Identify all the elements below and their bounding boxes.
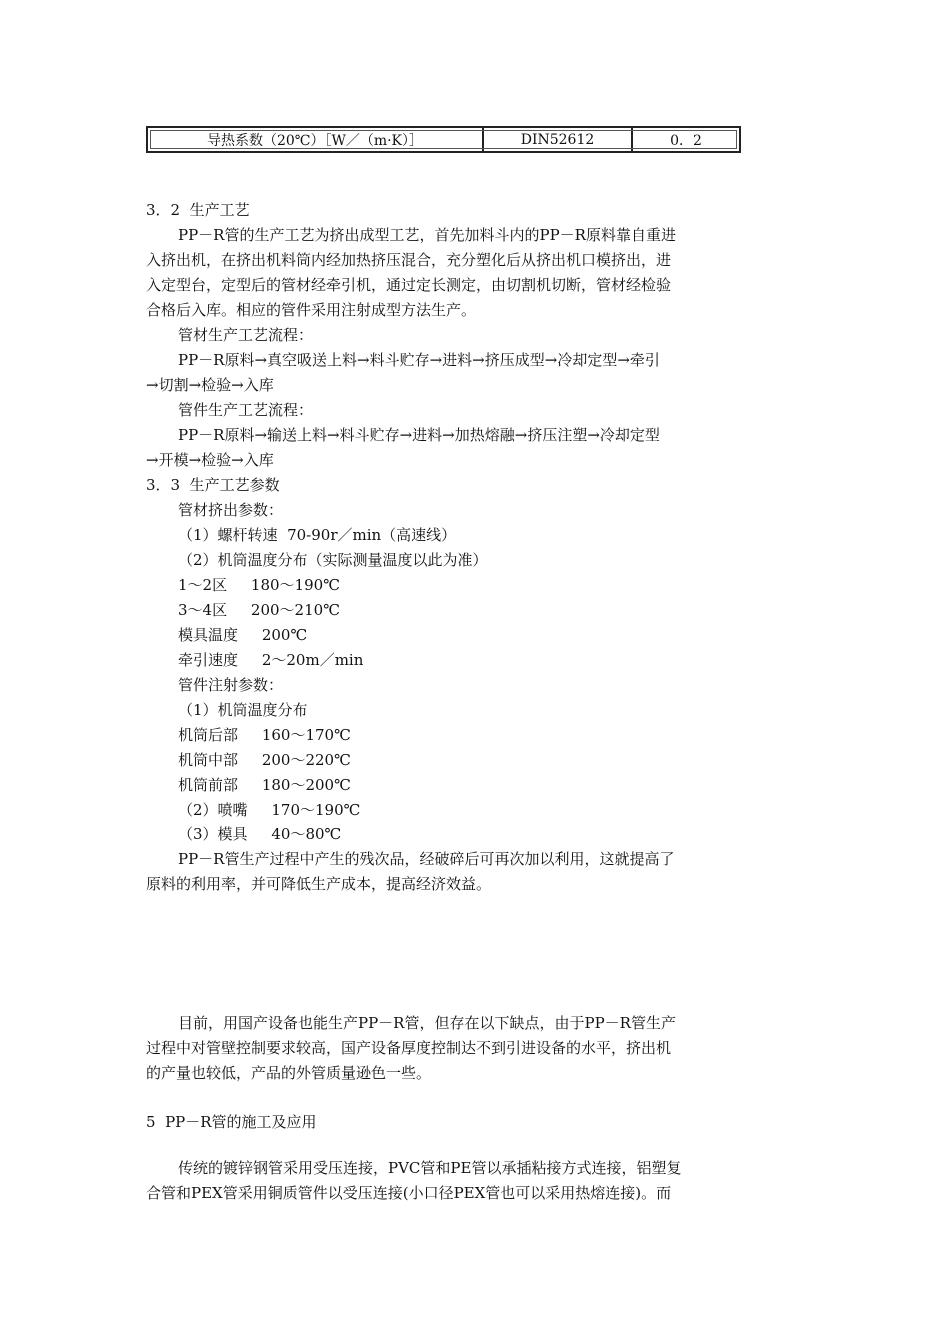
table-cell-property: 导热系数（20℃）［W／（m·K）］ (148, 128, 484, 151)
paragraph-line: 过程中对管壁控制要求较高，国产设备厚度控制达不到引进设备的水平，挤出机 (146, 1039, 672, 1057)
paragraph-line: （1）螺杆转速 70-90r／min（高速线） (178, 526, 457, 544)
paragraph-line: 入定型台，定型后的管材经牵引机，通过定长测定，由切割机切断，管材经检验 (146, 276, 672, 294)
paragraph-line: 机筒中部 200～220℃ (178, 751, 351, 769)
paragraph-line: 入挤出机，在挤出机料筒内经加热挤压混合，充分塑化后从挤出机口模挤出，进 (146, 251, 672, 269)
paragraph-line: 传统的镀锌钢管采用受压连接，PVC管和PE管以承插粘接方式连接，铝塑复 (178, 1159, 682, 1177)
paragraph-line: 管材挤出参数： (178, 501, 284, 519)
section-heading: 3．3 生产工艺参数 (146, 476, 280, 494)
paragraph-line: PP－R管生产过程中产生的残次品，经破碎后可再次加以利用，这就提高了 (178, 850, 675, 868)
paragraph-line: 模具温度 200℃ (178, 626, 308, 644)
paragraph-line: PP－R原料→输送上料→料斗贮存→进料→加热熔融→挤压注塑→冷却定型 (178, 426, 660, 444)
paragraph-line: 1～2区 180～190℃ (178, 576, 340, 594)
paragraph-line: 目前，用国产设备也能生产PP－R管，但存在以下缺点，由于PP－R管生产 (178, 1014, 676, 1032)
paragraph-line: 3～4区 200～210℃ (178, 601, 340, 619)
paragraph-line: PP－R管的生产工艺为挤出成型工艺，首先加料斗内的PP－R原料靠自重进 (178, 226, 676, 244)
paragraph-line: PP－R原料→真空吸送上料→料斗贮存→进料→挤压成型→冷却定型→牵引 (178, 351, 660, 369)
section-heading: 5 PP－R管的施工及应用 (146, 1113, 317, 1131)
property-table-row (146, 126, 741, 153)
paragraph-line: （3）模具 40～80℃ (178, 825, 342, 843)
table-cell-value: 0．2 (670, 132, 702, 149)
paragraph-line: 机筒后部 160～170℃ (178, 726, 351, 744)
paragraph-line: （1）机筒温度分布 (178, 701, 308, 719)
paragraph-line: （2）喷嘴 170～190℃ (178, 801, 361, 819)
table-cell-standard: DIN52612 (484, 128, 633, 151)
paragraph-line: 合格后入库。相应的管件采用注射成型方法生产。 (146, 301, 477, 319)
paragraph-line: 合管和PEX管采用铜质管件以受压连接(小口径PEX管也可以采用热熔连接)。而 (146, 1184, 672, 1202)
paragraph-line: →切割→检验→入库 (146, 376, 274, 394)
paragraph-line: 管件注射参数： (178, 676, 284, 694)
paragraph-line: →开模→检验→入库 (146, 451, 274, 469)
paragraph-line: 机筒前部 180～200℃ (178, 776, 351, 794)
paragraph-line: 的产量也较低，产品的外管质量逊色一些。 (146, 1064, 432, 1082)
paragraph-line: 牵引速度 2～20m／min (178, 651, 364, 669)
section-heading: 3．2 生产工艺 (146, 201, 250, 219)
paragraph-line: 管材生产工艺流程： (178, 326, 314, 344)
paragraph-line: 管件生产工艺流程： (178, 401, 314, 419)
paragraph-line: （2）机筒温度分布（实际测量温度以此为准） (178, 551, 488, 569)
paragraph-line: 原料的利用率，并可降低生产成本，提高经济效益。 (146, 875, 492, 893)
